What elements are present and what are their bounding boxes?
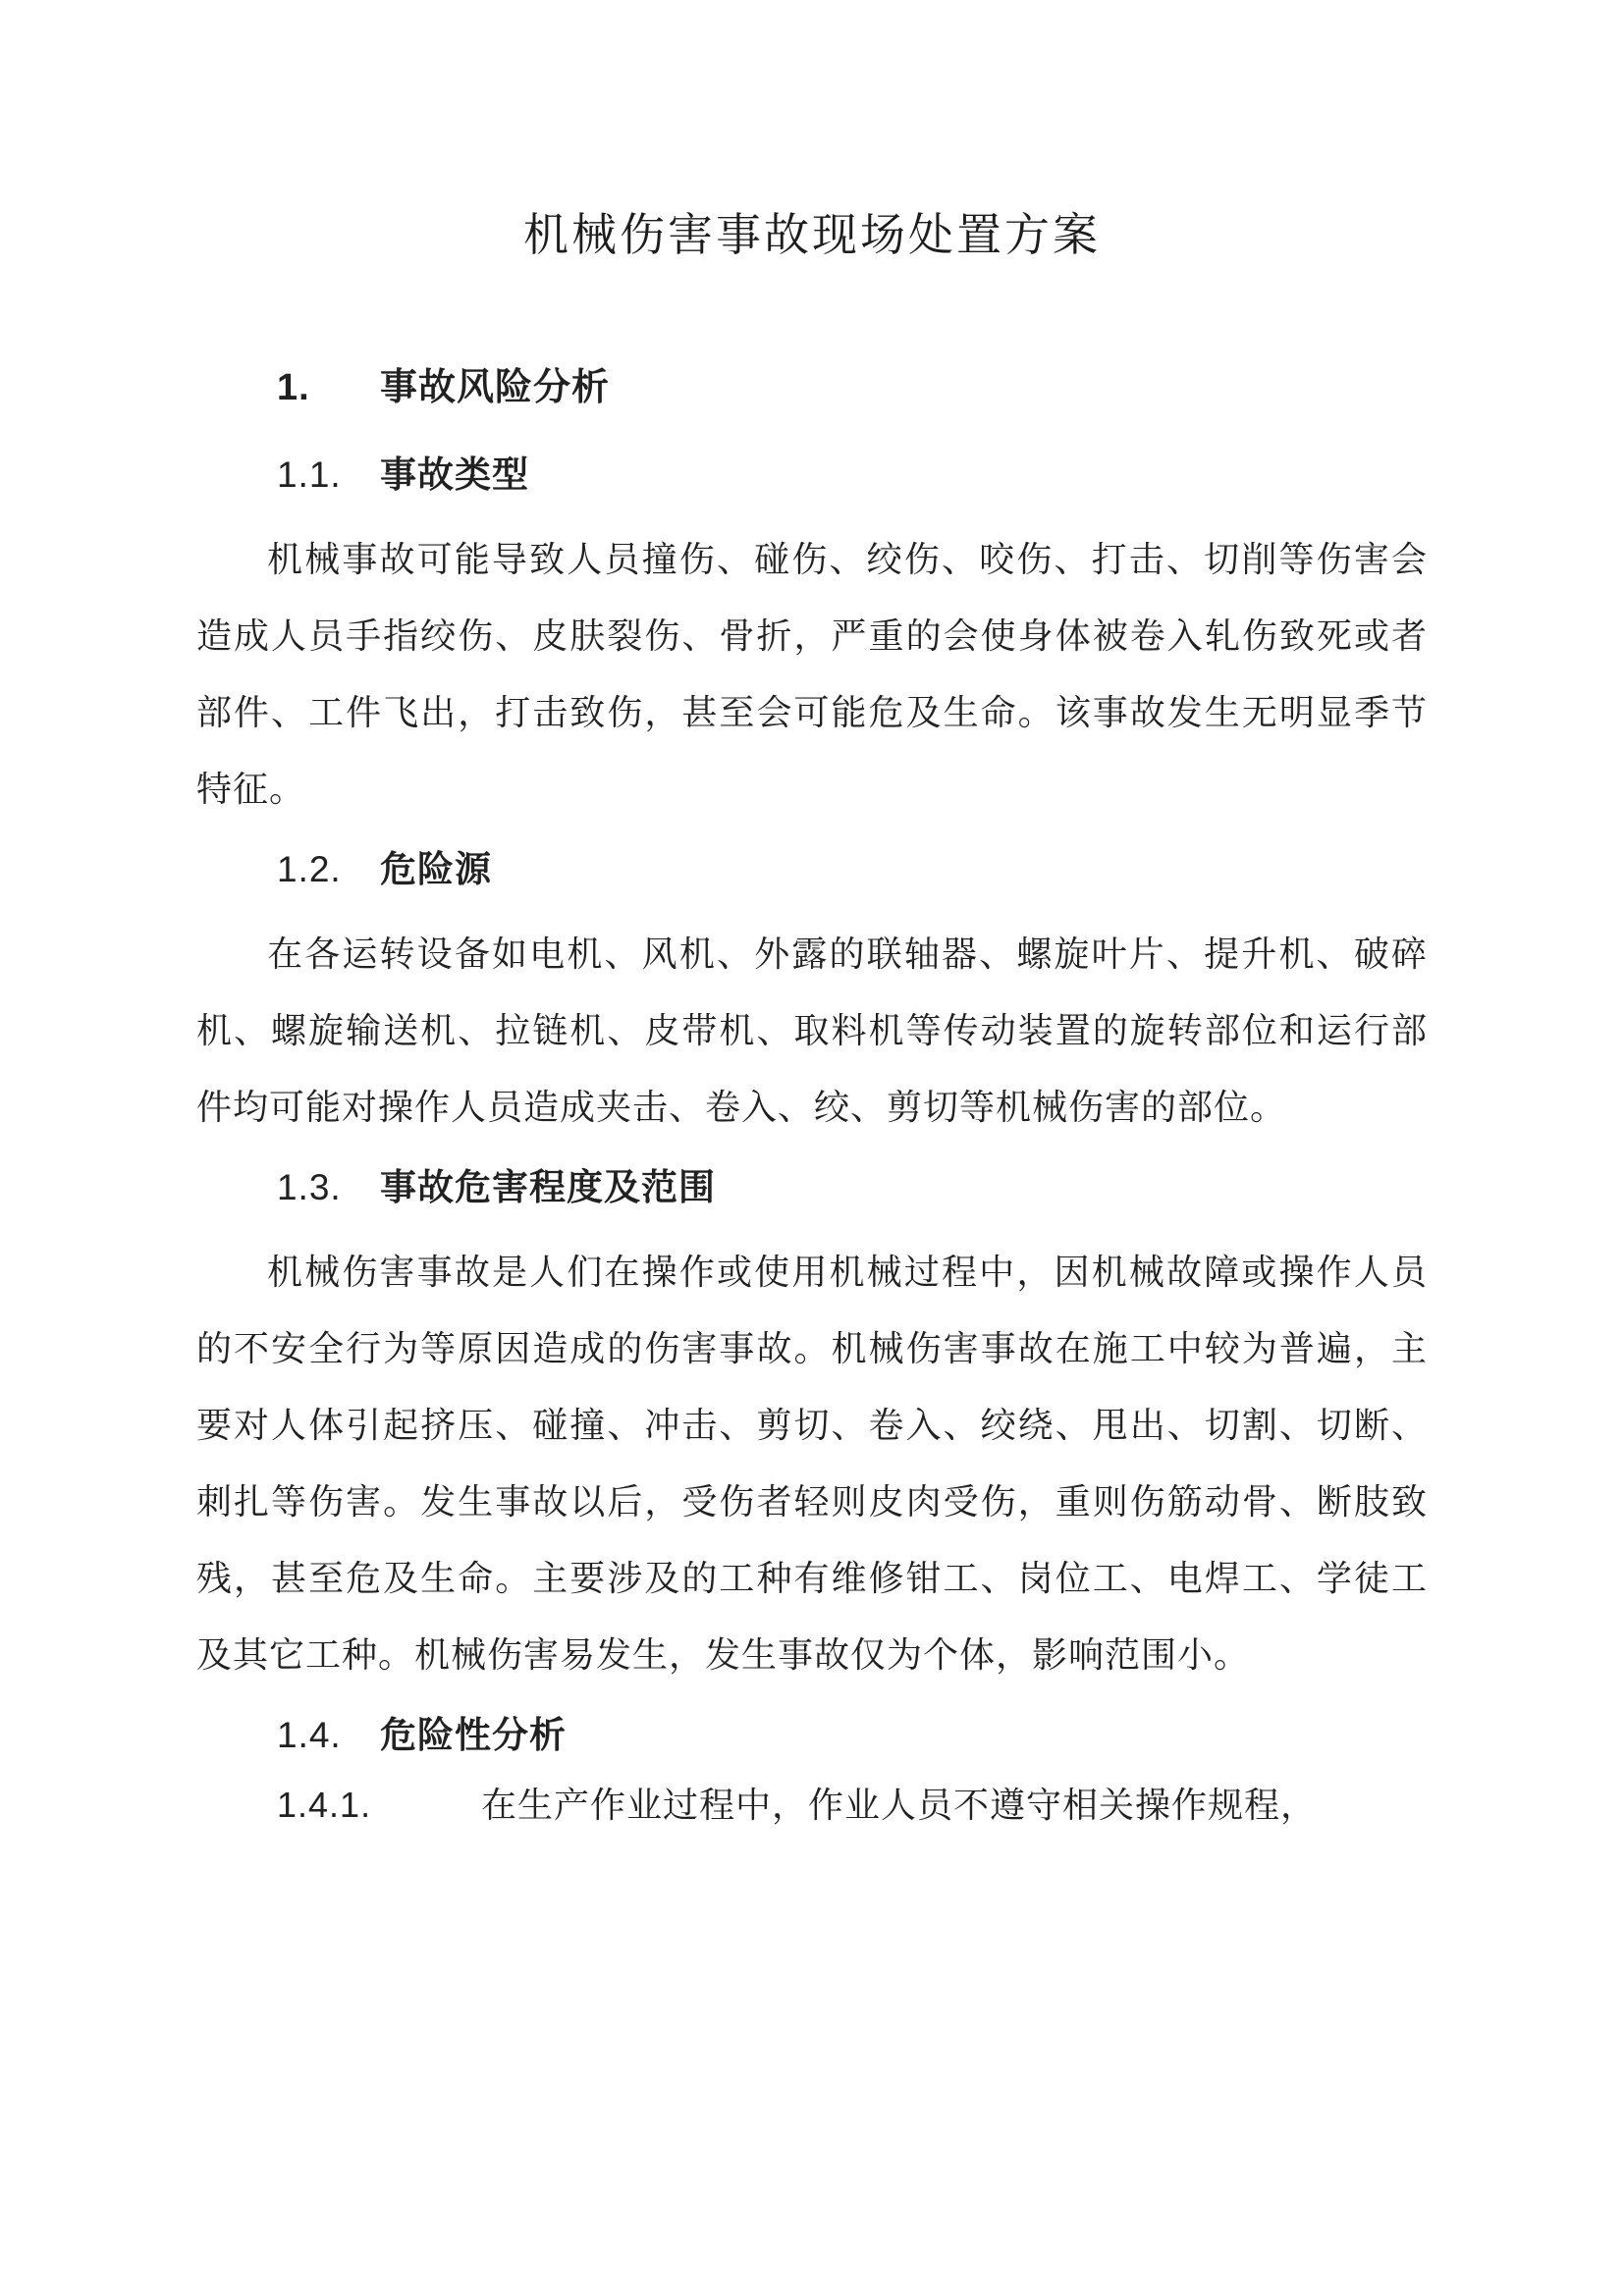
heading-number: 1.4. [277,1714,342,1755]
document-title: 机械伤害事故现场处置方案 [523,209,1101,260]
heading-number: 1.3. [277,1166,342,1207]
list-item-text: 在生产作业过程中，作业人员不遵守相关操作规程， [481,1784,1318,1825]
heading-label: 事故类型 [380,454,529,496]
body-paragraph-accident-type: 机械事故可能导致人员撞伤、碰伤、绞伤、咬伤、打击、切削等伤害会造成人员手指绞伤、皮肤裂伤、骨折，严重的会使身体被卷入轧伤致死或者部件、工件飞出，打击致伤，甚至会可能危及生命。该事故发生无明显季节特征。 [196,539,1428,810]
heading-number: 1. [277,366,310,408]
heading-label: 事故风险分析 [380,366,611,408]
heading-label: 事故危害程度及范围 [380,1166,716,1207]
heading-number: 1.1. [277,454,342,496]
heading-label: 危险源 [380,849,492,890]
heading-accident-risk-analysis [277,363,1428,413]
heading-accident-type [277,451,1428,500]
heading-number: 1.2. [277,849,342,890]
body-paragraph-hazard-source: 在各运转设备如电机、风机、外露的联轴器、螺旋叶片、提升机、破碎机、螺旋输送机、拉链机、皮带机、取料机等传动装置的旋转部位和运行部件均可能对操作人员造成夹击、卷入、绞、剪切等机械伤害的部位。 [196,933,1428,1127]
heading-risk-analysis [277,1711,1428,1760]
heading-harm-degree-scope [277,1163,1428,1212]
list-item-number: 1.4.1. [277,1784,372,1825]
list-item-1-4-1 [277,1782,1428,1830]
heading-label: 危险性分析 [380,1714,567,1755]
heading-hazard-source [277,845,1428,894]
body-paragraph-harm-degree-scope: 机械伤害事故是人们在操作或使用机械过程中，因机械故障或操作人员的不安全行为等原因造成的伤害事故。机械伤害事故在施工中较为普遍，主要对人体引起挤压、碰撞、冲击、剪切、卷入、绞绕、甩出、切割、切断、刺扎等伤害。发生事故以后，受伤者轻则皮肉受伤，重则伤筋动骨、断肢致残，甚至危及生命。主要涉及的工种有维修钳工、岗位工、电焊工、学徒工及其它工种。机械伤害易发生，发生事故仅为个体，影响范围小。 [196,1251,1428,1675]
